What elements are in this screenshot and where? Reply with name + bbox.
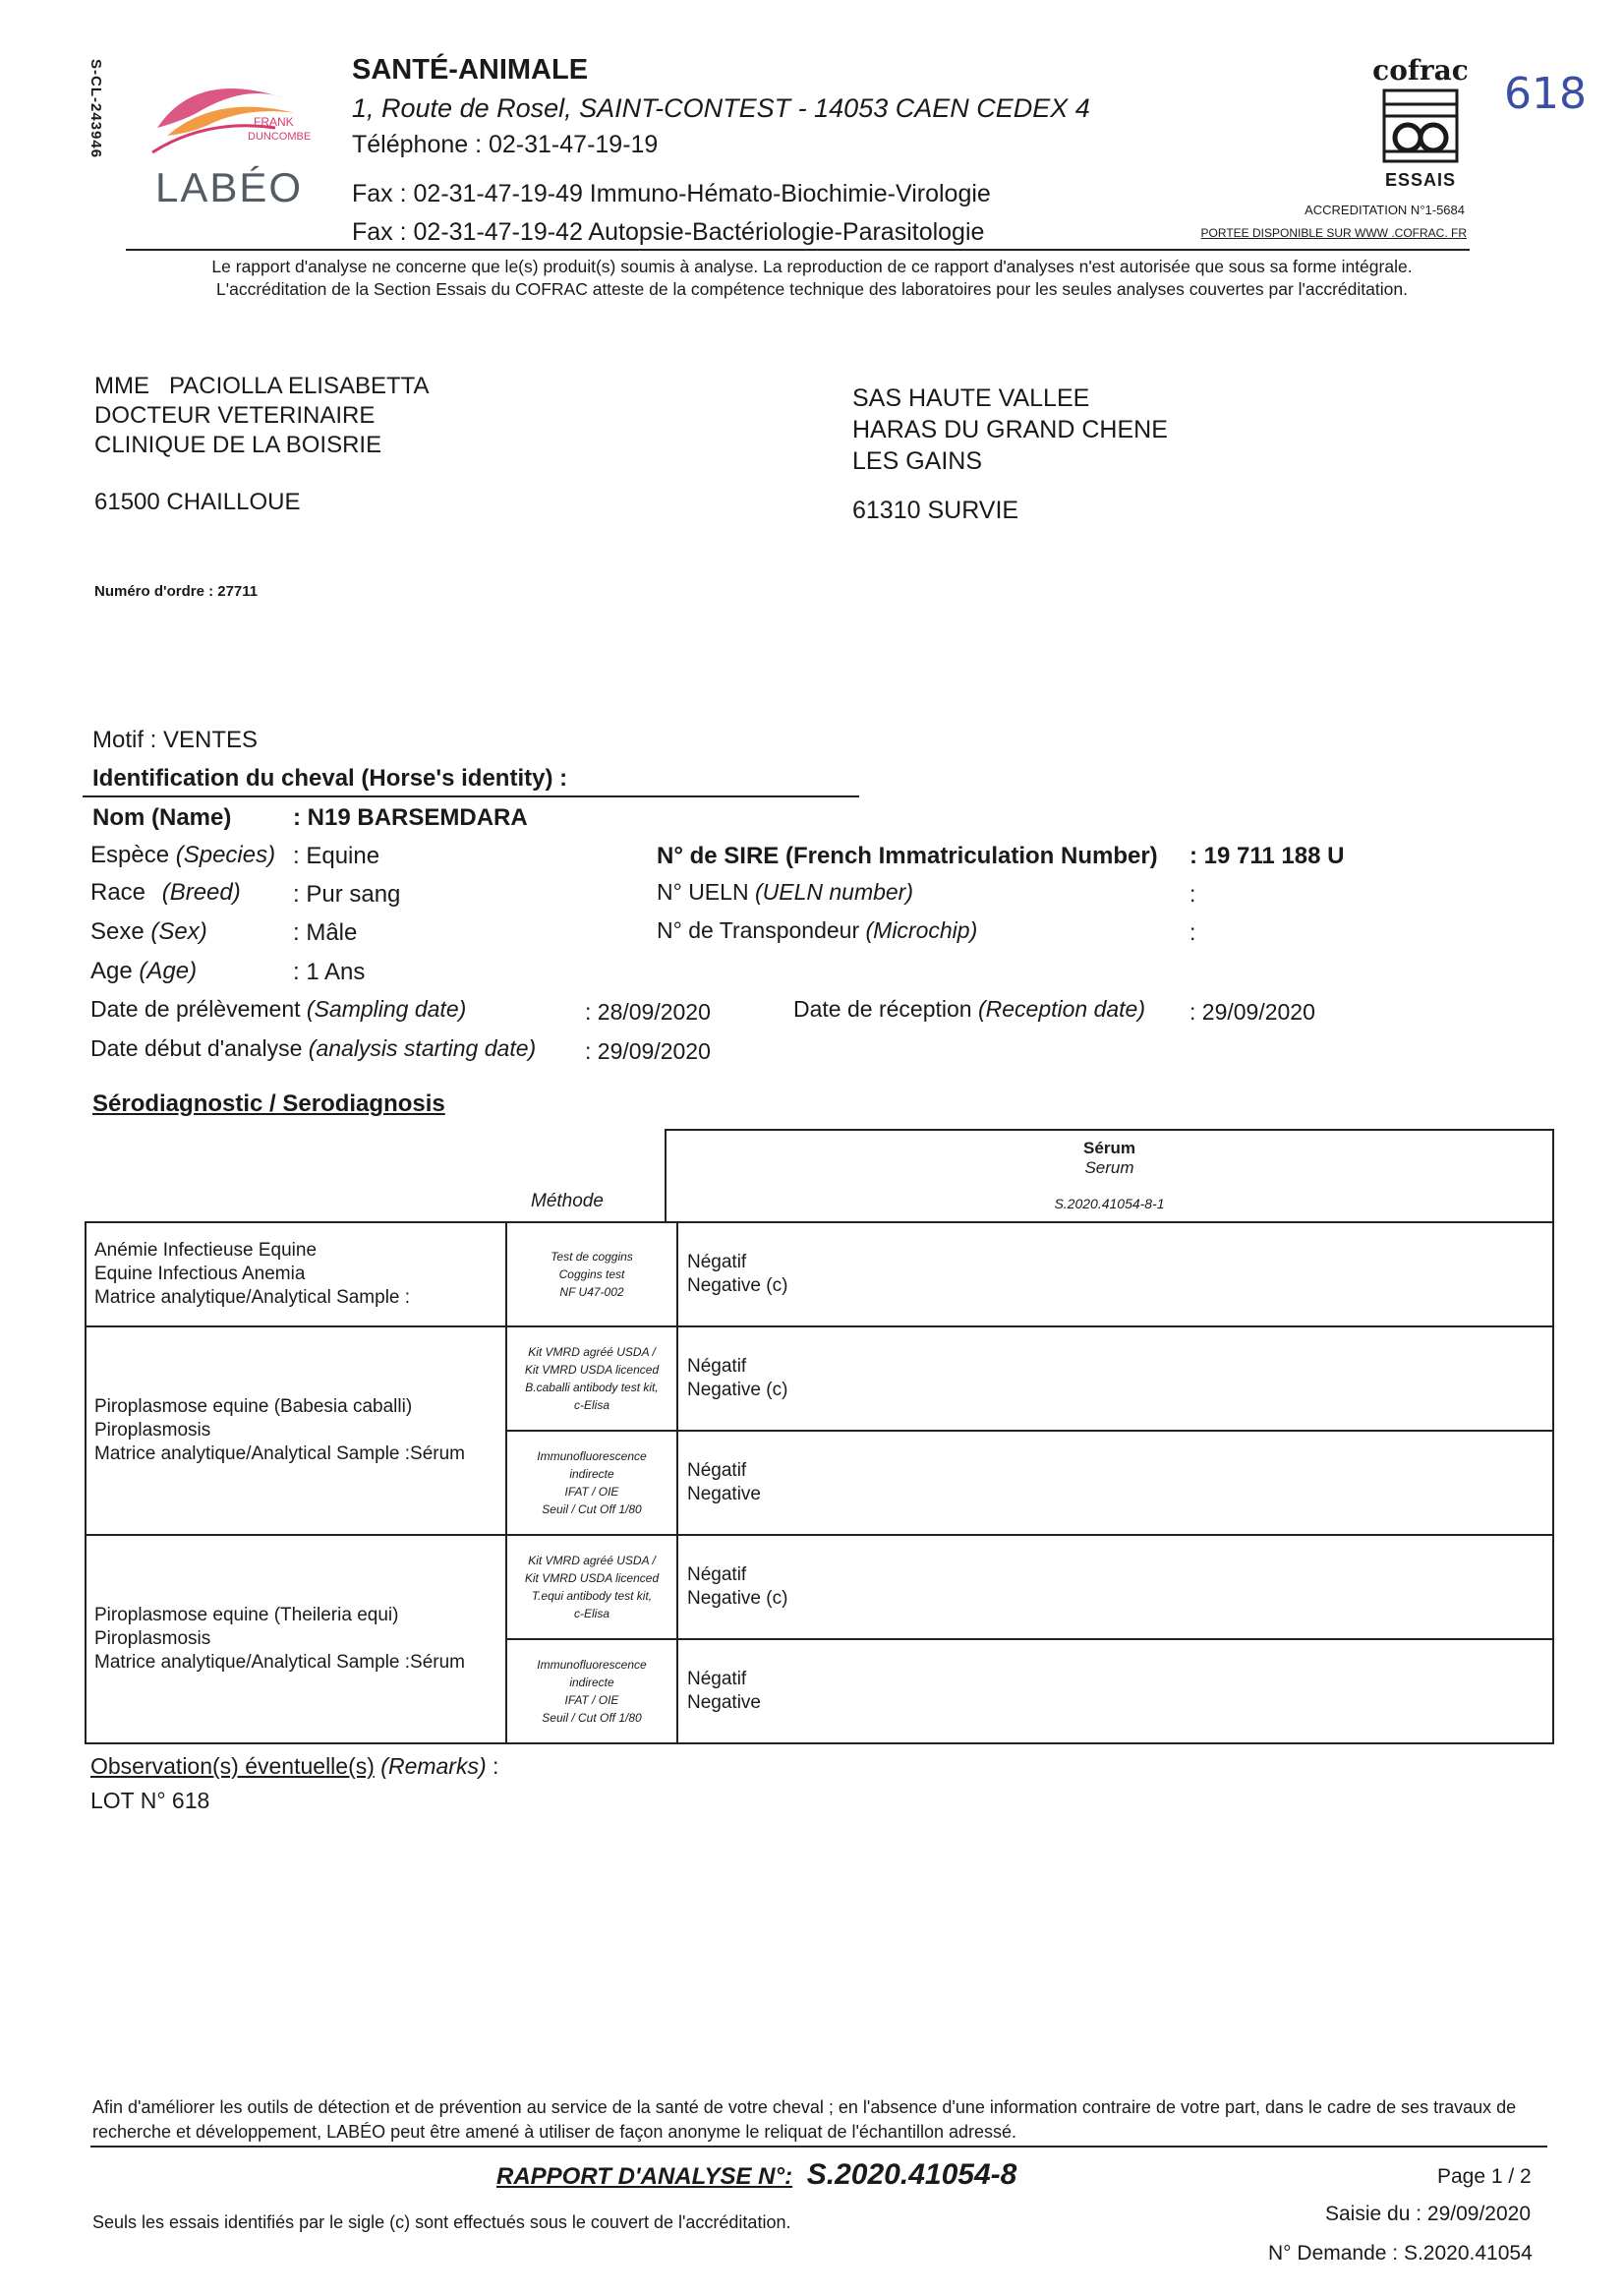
sampling-label-fr: Date de prélèvement	[90, 996, 301, 1022]
breed-label-fr: Race	[90, 879, 146, 906]
report-label: RAPPORT D'ANALYSE N°:	[496, 2163, 793, 2190]
vet-address	[94, 372, 430, 517]
sample-header-fr: Sérum	[1083, 1139, 1135, 1157]
disclaimer-line-1: Le rapport d'analyse ne concerne que le(s) produit(s) soumis à analyse. La reproduction de ce rapport d'analyses n'est autorisée que sous sa forme intégrale.	[211, 257, 1413, 276]
breed-label-en: (Breed)	[161, 879, 241, 906]
client-city: 61310 SURVIE	[852, 497, 1019, 524]
sample-line: Equine Infectious Anemia	[94, 1264, 306, 1284]
identity-title: Identification du cheval (Horse's identity) :	[92, 765, 568, 792]
result-line: Négatif	[687, 1460, 747, 1481]
species-value: : Equine	[293, 843, 380, 869]
method-line: B.caballi antibody test kit,	[525, 1381, 659, 1394]
report-disclaimer	[98, 256, 1526, 301]
breed-value: : Pur sang	[293, 881, 401, 908]
result-line: Negative (c)	[687, 1275, 788, 1296]
method-line: Immunofluorescence	[537, 1449, 647, 1463]
result-cell	[677, 1535, 1553, 1639]
labeo-swoosh-icon	[138, 59, 334, 167]
lab-fax-1: Fax : 02-31-47-19-49 Immuno-Hémato-Biochimie-Virologie	[352, 180, 991, 207]
horse-name-value: : N19 BARSEMDARA	[293, 804, 528, 831]
report-number-line	[496, 2158, 1016, 2192]
header-divider	[126, 249, 1470, 251]
start-label-en: (analysis starting date)	[308, 1035, 537, 1061]
result-cell	[677, 1222, 1553, 1326]
sire-value: : 19 711 188 U	[1189, 843, 1345, 869]
sample-line: Matrice analytique/Analytical Sample :Sérum	[94, 1652, 466, 1673]
sex-label	[90, 918, 207, 946]
result-line: Negative (c)	[687, 1380, 788, 1400]
result-cell	[677, 1639, 1553, 1743]
table-row	[86, 1326, 1553, 1431]
logo-line1: FRANK	[254, 115, 294, 129]
results-table	[85, 1221, 1554, 1744]
labeo-logo	[138, 59, 334, 210]
motif: Motif : VENTES	[92, 727, 259, 753]
sire-label: N° de SIRE (French Immatriculation Number)	[657, 843, 1158, 869]
method-line: Kit VMRD agréé USDA /	[528, 1345, 656, 1359]
method-line: Coggins test	[558, 1267, 625, 1281]
sample-column-header	[665, 1129, 1554, 1223]
remarks-colon: :	[493, 1753, 499, 1779]
result-line: Negative	[687, 1692, 761, 1713]
lab-fax-2: Fax : 02-31-47-19-42 Autopsie-Bactériologie-Parasitologie	[352, 218, 985, 246]
sampling-label-en: (Sampling date)	[306, 996, 467, 1022]
method-line: T.equi antibody test kit,	[531, 1589, 653, 1603]
method-line: Seuil / Cut Off 1/80	[542, 1711, 642, 1725]
sampling-date-label	[90, 996, 466, 1023]
result-line: Negative (c)	[687, 1588, 788, 1609]
footer-research-note: Afin d'améliorer les outils de détection et de prévention au service de la santé de votre cheval ; en l'absence d'une information contraire de votre part, dans le cadre de ses travaux de recherche et développement, LABÉO peut être amené à utiliser de façon anonyme le reliquat de l'échantillon adressé.	[92, 2097, 1517, 2142]
transponder-label	[657, 917, 977, 944]
method-line: c-Elisa	[573, 1398, 609, 1412]
transponder-value: :	[1189, 919, 1196, 945]
ueln-label-en: (UELN number)	[754, 879, 913, 905]
method-cell	[506, 1326, 677, 1431]
cofrac-logo	[1366, 54, 1475, 192]
logo-name: LABÉO	[155, 164, 304, 210]
species-label	[90, 842, 275, 869]
sex-label-fr: Sexe	[90, 918, 145, 945]
sample-header-en: Serum	[1084, 1158, 1134, 1177]
client-address	[852, 382, 1168, 526]
table-row	[86, 1222, 1553, 1326]
sample-cell	[86, 1222, 506, 1326]
cofrac-emblem-icon	[1366, 87, 1475, 165]
species-label-en: (Species)	[175, 842, 276, 868]
identity-divider	[83, 795, 859, 797]
result-cell	[677, 1326, 1553, 1431]
ueln-label	[657, 879, 913, 906]
age-label-en: (Age)	[139, 958, 198, 984]
method-line: NF U47-002	[559, 1285, 624, 1299]
side-code: S-CL-243946	[87, 59, 104, 159]
lab-phone: Téléphone : 02-31-47-19-19	[352, 131, 659, 158]
vet-line-3: CLINIQUE DE LA BOISRIE	[94, 432, 382, 458]
section-title: Sérodiagnostic / Serodiagnosis	[92, 1090, 445, 1117]
result-line: Négatif	[687, 1669, 747, 1689]
sample-cell	[86, 1535, 506, 1743]
report-number: S.2020.41054-8	[806, 2158, 1017, 2191]
transponder-label-fr: N° de Transpondeur	[657, 917, 860, 943]
method-line: indirecte	[569, 1676, 614, 1689]
result-line: Negative	[687, 1484, 761, 1504]
method-cell	[506, 1639, 677, 1743]
method-cell	[506, 1431, 677, 1535]
species-label-fr: Espèce	[90, 842, 170, 868]
reception-label-fr: Date de réception	[793, 996, 972, 1022]
demande-number: N° Demande : S.2020.41054	[1268, 2242, 1533, 2265]
sample-line: Matrice analytique/Analytical Sample :	[94, 1287, 411, 1308]
age-label	[90, 958, 197, 985]
remarks-label-en: (Remarks)	[380, 1753, 487, 1779]
sample-line: Piroplasmosis	[94, 1628, 211, 1649]
sample-line: Anémie Infectieuse Equine	[94, 1240, 318, 1261]
cofrac-portee: PORTEE DISPONIBLE SUR WWW .COFRAC. FR	[1200, 226, 1467, 240]
method-line: indirecte	[569, 1467, 614, 1481]
client-line-3: LES GAINS	[852, 447, 982, 475]
remarks-value: LOT N° 618	[90, 1788, 210, 1813]
sample-line: Piroplasmose equine (Theileria equi)	[94, 1605, 399, 1625]
start-date-value: : 29/09/2020	[585, 1038, 711, 1064]
method-line: Immunofluorescence	[537, 1658, 647, 1672]
sample-line: Piroplasmose equine (Babesia caballi)	[94, 1396, 413, 1417]
sex-label-en: (Sex)	[150, 918, 207, 945]
result-line: Négatif	[687, 1252, 747, 1272]
ueln-label-fr: N° UELN	[657, 879, 749, 905]
method-line: Kit VMRD USDA licenced	[524, 1363, 660, 1377]
reception-date-value: : 29/09/2020	[1189, 999, 1315, 1025]
result-cell	[677, 1431, 1553, 1535]
horse-name-label: Nom (Name)	[92, 804, 232, 831]
lab-name: SANTÉ-ANIMALE	[352, 54, 589, 86]
saisie-date: Saisie du : 29/09/2020	[1325, 2203, 1531, 2225]
method-column-header: Méthode	[531, 1191, 604, 1211]
disclaimer-line-2: L'accréditation de la Section Essais du COFRAC atteste de la compétence technique des laboratoires pour les seules analyses couvertes par l'accréditation.	[216, 279, 1408, 299]
result-line: Négatif	[687, 1564, 747, 1585]
age-label-fr: Age	[90, 958, 133, 984]
accreditation-number: ACCREDITATION N°1-5684	[1305, 203, 1465, 217]
order-number: Numéro d'ordre : 27711	[94, 583, 259, 600]
footer-divider	[90, 2146, 1547, 2148]
logo-line2: DUNCOMBE	[248, 131, 312, 143]
sampling-date-value: : 28/09/2020	[585, 999, 711, 1025]
method-line: Seuil / Cut Off 1/80	[542, 1502, 642, 1516]
lab-address: 1, Route de Rosel, SAINT-CONTEST - 14053 CAEN CEDEX 4	[352, 93, 1090, 123]
start-label-fr: Date début d'analyse	[90, 1035, 303, 1061]
method-line: IFAT / OIE	[564, 1693, 619, 1707]
method-cell	[506, 1535, 677, 1639]
method-line: Kit VMRD USDA licenced	[524, 1571, 660, 1585]
cofrac-brand: cofrac	[1372, 54, 1469, 87]
ueln-value: :	[1189, 881, 1196, 907]
method-line: Test de coggins	[551, 1250, 633, 1264]
sex-value: : Mâle	[293, 919, 358, 946]
cofrac-essais: ESSAIS	[1384, 170, 1457, 190]
method-line: IFAT / OIE	[564, 1485, 619, 1499]
sample-header-ref: S.2020.41054-8-1	[1054, 1196, 1165, 1211]
handwritten-lot: 618	[1504, 69, 1587, 119]
vet-city: 61500 CHAILLOUE	[94, 489, 301, 515]
age-value: : 1 Ans	[293, 959, 366, 985]
sample-line: Piroplasmosis	[94, 1420, 211, 1441]
vet-line-1: MME PACIOLLA ELISABETTA	[94, 373, 430, 399]
result-line: Négatif	[687, 1356, 747, 1377]
start-date-label	[90, 1035, 536, 1062]
transponder-label-en: (Microchip)	[865, 917, 978, 943]
client-line-2: HARAS DU GRAND CHENE	[852, 416, 1168, 443]
vet-line-2: DOCTEUR VETERINAIRE	[94, 402, 376, 429]
table-row	[86, 1535, 1553, 1639]
method-cell	[506, 1222, 677, 1326]
client-line-1: SAS HAUTE VALLEE	[852, 384, 1090, 412]
accreditation-note: Seuls les essais identifiés par le sigle (c) sont effectués sous le couvert de l'accréditation.	[92, 2212, 791, 2232]
remarks-label	[90, 1753, 498, 1780]
method-line: c-Elisa	[573, 1607, 609, 1620]
sample-cell	[86, 1326, 506, 1535]
remarks-label-fr: Observation(s) éventuelle(s)	[90, 1753, 375, 1779]
page-number: Page 1 / 2	[1437, 2165, 1532, 2188]
method-line: Kit VMRD agréé USDA /	[528, 1554, 656, 1567]
reception-date-label	[793, 996, 1145, 1023]
sample-line: Matrice analytique/Analytical Sample :Sérum	[94, 1443, 466, 1464]
reception-label-en: (Reception date)	[977, 996, 1146, 1022]
breed-label	[90, 879, 241, 907]
